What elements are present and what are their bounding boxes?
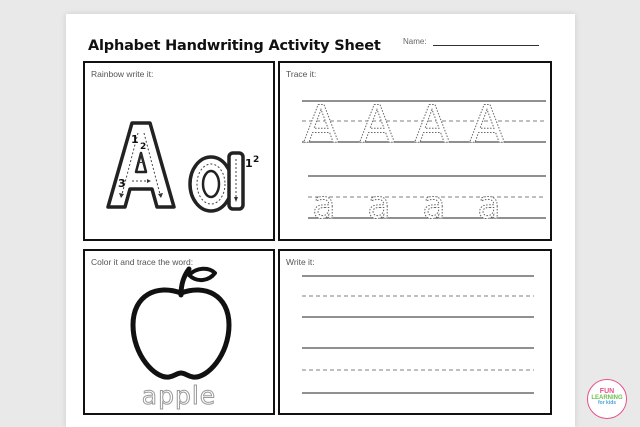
- stroke-number: 2: [253, 155, 260, 165]
- writing-lines: [280, 251, 550, 413]
- trace-letter-lower: a: [367, 183, 391, 227]
- name-line: [433, 45, 539, 46]
- stroke-number: 1: [245, 157, 253, 170]
- trace-letter-lower: a: [312, 183, 336, 227]
- trace-letter-upper: A: [469, 95, 505, 155]
- rainbow-letters: [85, 63, 273, 239]
- svg-text:Δ: Δ: [136, 152, 146, 166]
- trace-letter-upper: A: [414, 95, 450, 155]
- trace-panel: [278, 61, 552, 241]
- fun-learning-logo: FUN LEARNING for kids: [587, 379, 627, 419]
- sheet-title: Alphabet Handwriting Activity Sheet: [88, 38, 381, 54]
- activity-sheet: [66, 14, 575, 427]
- trace-letter-lower: a: [422, 183, 446, 227]
- color-trace-label: Color it and trace the word:: [91, 257, 194, 267]
- write-label: Write it:: [286, 257, 315, 267]
- color-trace-panel: [83, 249, 275, 415]
- write-panel: [278, 249, 552, 415]
- trace-letter-upper: A: [359, 95, 395, 155]
- stroke-number: 3: [118, 177, 126, 190]
- trace-rows: [280, 63, 550, 239]
- rainbow-write-panel: [83, 61, 275, 241]
- trace-letter-upper: A: [303, 95, 339, 155]
- trace-letter-lower: a: [477, 183, 501, 227]
- lowercase-a-outline: [190, 153, 243, 211]
- uppercase-a-outline: [108, 123, 174, 207]
- trace-word: apple: [141, 381, 217, 410]
- stroke-number: 1: [131, 133, 139, 146]
- stroke-number: 2: [140, 142, 147, 152]
- trace-label: Trace it:: [286, 69, 317, 79]
- name-label: Name:: [403, 37, 427, 46]
- rainbow-write-label: Rainbow write it:: [91, 69, 154, 79]
